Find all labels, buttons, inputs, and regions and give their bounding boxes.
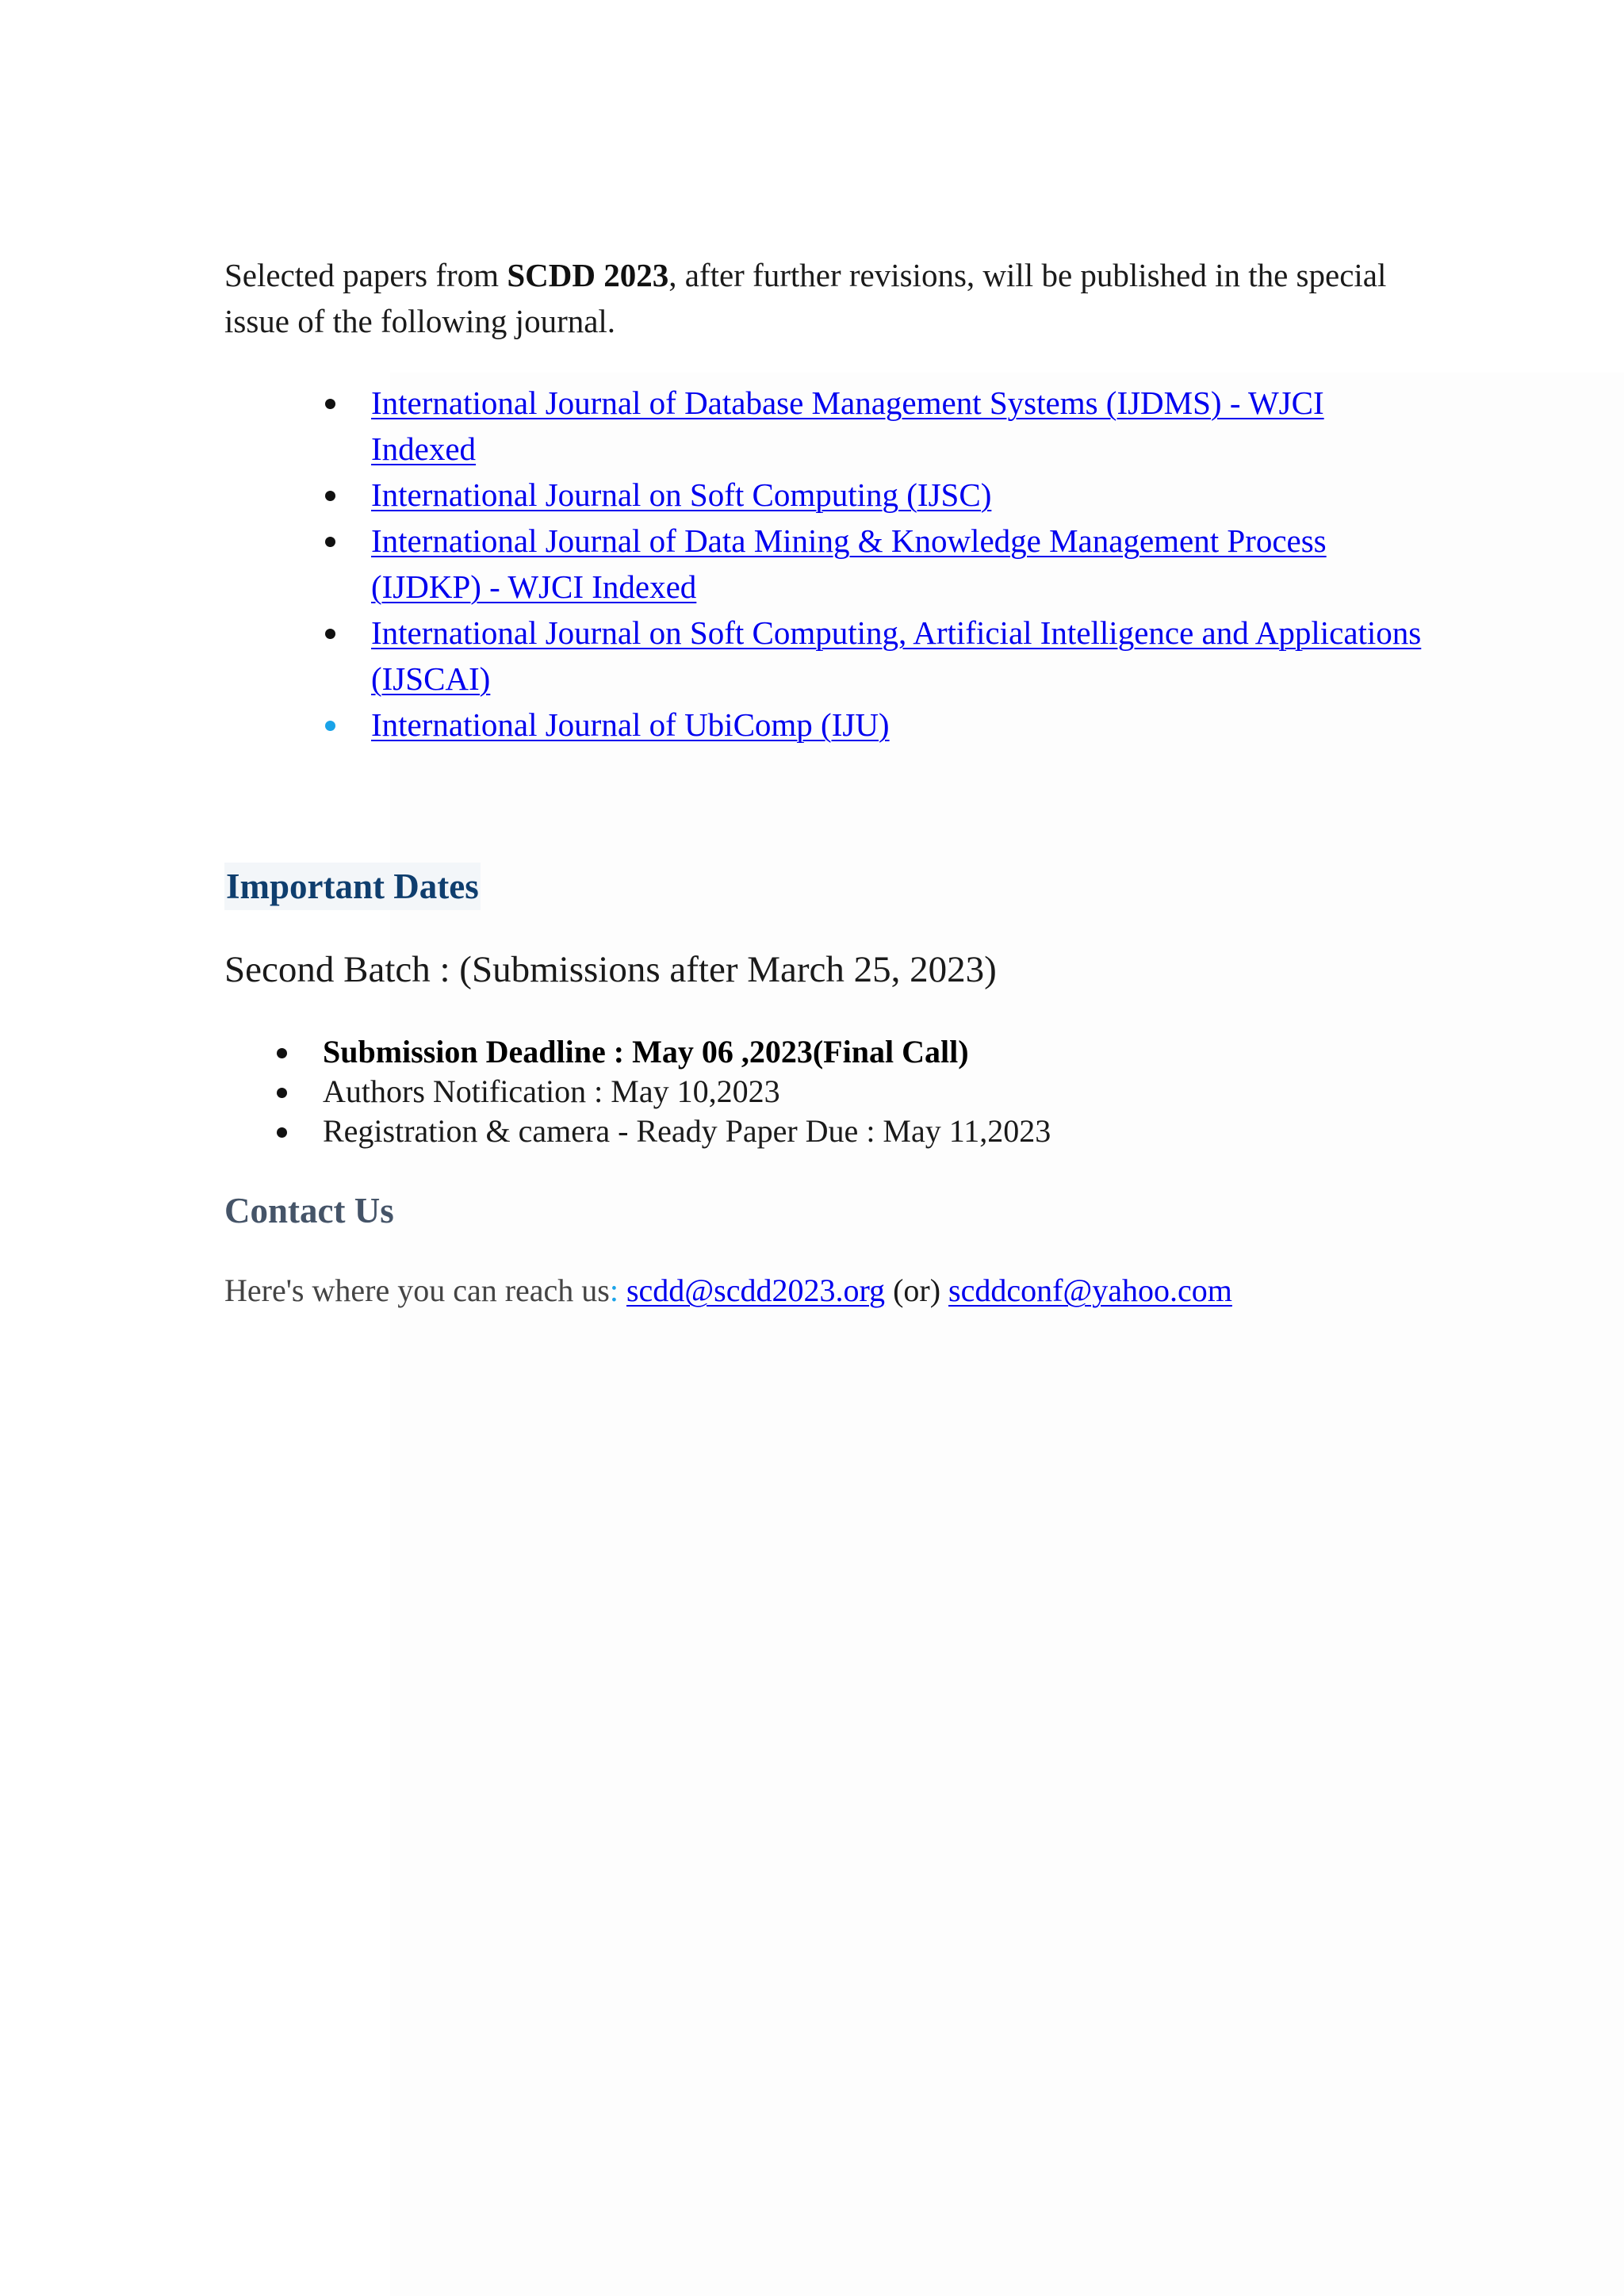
email-link-secondary[interactable]: scddconf@yahoo.com [948,1272,1232,1308]
intro-prefix: Selected papers from [224,257,508,293]
date-item-authors-notification [323,1072,1051,1112]
contact-lead: Here's where you can reach us [224,1272,610,1308]
bullet-icon [277,1127,287,1138]
contact-line [224,1269,1232,1313]
journal-link-iju[interactable]: International Journal of UbiComp (IJU) [371,706,890,743]
journal-link-ijscai[interactable]: International Journal on Soft Computing, Artificial Intelligence and Applications (IJSCAI) [371,614,1422,697]
journal-item [371,380,1434,472]
bullet-icon [325,537,335,547]
conference-name: SCDD 2023 [507,257,669,293]
email-link-primary[interactable]: scdd@scdd2023.org [626,1272,886,1308]
contact-or: (or) [893,1272,941,1308]
date-item-registration [323,1112,1051,1151]
journal-link-ijdkp[interactable]: International Journal of Data Mining & Knowledge Management Process (IJDKP) - WJCI Indexed [371,522,1327,605]
dates-list [323,1032,1051,1151]
date-item-text: Submission Deadline : May 06 ,2023(Final Call) [323,1034,969,1070]
bullet-icon [325,491,335,501]
intro-line-2: issue of the following journal. [224,303,616,339]
date-item-text: Authors Notification : May 10,2023 [323,1073,780,1109]
important-dates-heading: Important Dates [224,863,481,910]
contact-colon: : [609,1272,619,1308]
journal-item [371,610,1434,702]
date-item-submission-deadline [323,1032,1051,1072]
journal-link-ijdms[interactable]: International Journal of Database Management Systems (IJDMS) - WJCI Indexed [371,385,1324,467]
bullet-icon [325,721,335,731]
journal-item [371,702,1434,748]
bullet-icon [325,629,335,639]
contact-us-heading: Contact Us [224,1191,394,1230]
journal-item [371,518,1434,610]
intro-suffix: , after further revisions, will be published in the special [668,257,1387,293]
journal-link-ijsc[interactable]: International Journal on Soft Computing (IJSC) [371,476,992,513]
journal-list [371,380,1434,748]
bullet-icon [325,399,335,409]
batch-subheading: Second Batch : (Submissions after March 25, 2023) [224,949,997,990]
journal-item [371,472,1434,518]
date-item-text: Registration & camera - Ready Paper Due : May 11,2023 [323,1113,1051,1149]
bullet-icon [277,1048,287,1058]
bullet-icon [277,1088,287,1098]
intro-paragraph [224,252,1430,344]
